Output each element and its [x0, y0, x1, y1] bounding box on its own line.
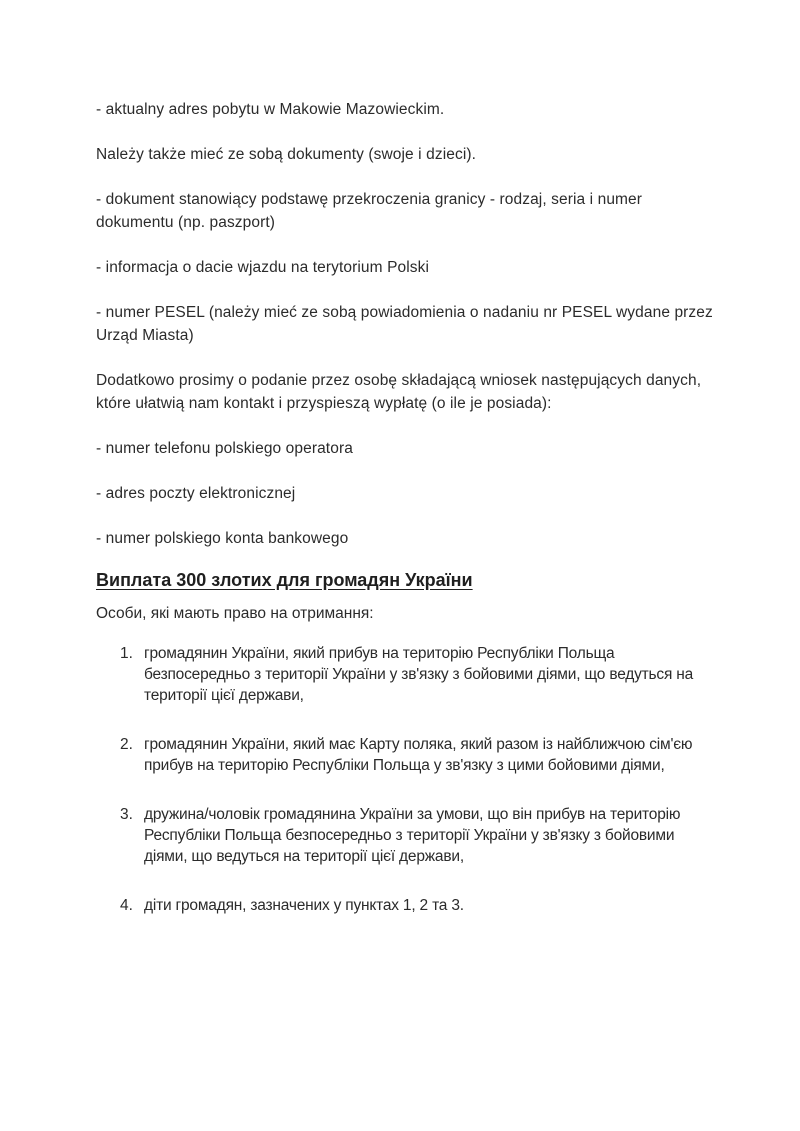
section-intro: Особи, які мають право на отримання:: [96, 605, 374, 622]
section-heading: Виплата 300 злотих для громадян України: [96, 570, 473, 590]
list-item-number: 4.: [120, 897, 133, 914]
list-item-text: громадянин України, який має Карту поляка, який разом із найближчою сім'єю прибув на територію Республіки Польща у зв'язку з цими бойовими діями,: [144, 736, 693, 774]
list-item-text: дружина/чоловік громадянина України за умови, що він прибув на територію Республіки Польща безпосередньо з території України у зв'язку з бойовими діями, що ведуться на території цієї держави,: [144, 806, 681, 865]
list-item-text: діти громадян, зазначених у пунктах 1, 2 та 3.: [144, 897, 464, 914]
list-item: [96, 734, 714, 776]
paragraph-bank-account: - numer polskiego konta bankowego: [96, 530, 349, 547]
paragraph-pesel: - numer PESEL (należy mieć ze sobą powiadomienia o nadaniu nr PESEL wydane przez Urząd Miasta): [96, 304, 713, 344]
list-item-text: громадянин України, який прибув на територію Республіки Польща безпосередньо з території України у зв'язку з бойовими діями, що ведуться на території цієї держави,: [144, 645, 694, 704]
paragraph-additional-data: Dodatkowo prosimy o podanie przez osobę składającą wniosek następujących danych, które ułatwią nam kontakt i przyspieszą wypłatę (o ile je posiada):: [96, 372, 702, 412]
paragraph-border-document: - dokument stanowiący podstawę przekroczenia granicy - rodzaj, seria i numer dokumentu (np. paszport): [96, 191, 643, 231]
list-item-number: 2.: [120, 736, 133, 753]
list-item: [96, 643, 714, 706]
paragraph-entry-date: - informacja o dacie wjazdu na terytorium Polski: [96, 259, 430, 276]
paragraph-email: - adres poczty elektronicznej: [96, 485, 296, 502]
list-item-number: 3.: [120, 806, 133, 823]
eligibility-list: [96, 643, 714, 916]
document-page: [96, 98, 714, 944]
paragraph-documents-note: Należy także mieć ze sobą dokumenty (swoje i dzieci).: [96, 146, 477, 163]
list-item-number: 1.: [120, 645, 133, 662]
list-item: [96, 895, 714, 916]
paragraph-address: - aktualny adres pobytu w Makowie Mazowieckim.: [96, 101, 445, 118]
paragraph-phone: - numer telefonu polskiego operatora: [96, 440, 353, 457]
list-item: [96, 804, 714, 867]
